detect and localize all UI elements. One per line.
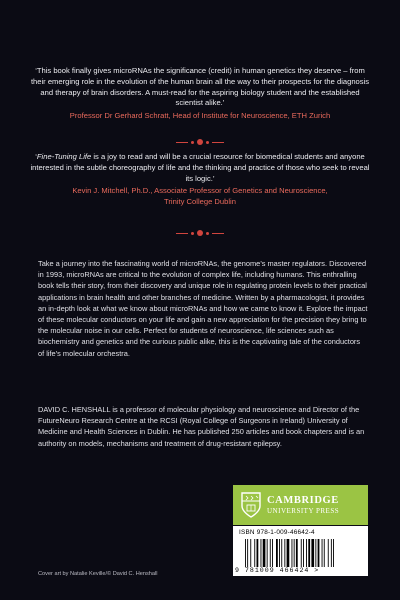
quote-2-attribution-line2: Trinity College Dublin [164, 197, 236, 207]
endorsement-quote-1 [30, 66, 370, 122]
barcode-bar [276, 539, 278, 567]
barcode-bar [294, 539, 295, 567]
barcode-bar [257, 539, 259, 567]
barcode-bar [261, 539, 262, 567]
barcode-bar [308, 539, 310, 567]
barcode-bar [333, 539, 334, 567]
barcode-bar [306, 539, 307, 567]
barcode-bar [328, 539, 329, 567]
barcode-bar [272, 539, 273, 567]
publisher-logo [233, 485, 368, 525]
endorsement-quote-2: ‘Fine-Tuning Life is a joy to read and will be a crucial resource for biomedical students and anyone interested in the subtle choreography of life and the thinking and practice of those who seek to reveal its logic.’ Kevin J. Mitchell, Ph.D., Associate Professor of Genetics and Neuroscience, Trinity College Dublin [30, 152, 370, 207]
barcode-bar [311, 539, 314, 567]
quote-2-attribution-line1: Kevin J. Mitchell, Ph.D., Associate Professor of Genetics and Neuroscience, [72, 186, 328, 196]
barcode-bar [318, 539, 320, 567]
book-description: Take a journey into the fascinating world of microRNAs, the genome’s master regulators. Discovered in 1993, microRNAs are critical to the evolution of complex life, including humans. This enthralling book tells their story, from their discovery and unique role in regulating protein levels to their practical applications in brain health and other branches of medicine. Written by a pharmacologist, it provides an in-depth look at what we know about microRNAs and how we came to know it. Explore the impact of these molecular conductors on your life and gain a new appreciation for the precision they bring to the molecular noise in our cells. Perfect for students of neuroscience, life sciences such as biochemistry and genetics and the curious public alike, this is the captivating tale of the conductors of life’s molecular orchestra. [38, 259, 368, 358]
cambridge-shield-icon [241, 492, 261, 518]
barcode-bar [279, 539, 280, 567]
isbn-barcode [233, 526, 368, 576]
isbn-label: ISBN 978-1-009-46642-4 [239, 529, 315, 536]
barcode-bar [331, 539, 332, 567]
author-biography: DAVID C. HENSHALL is a professor of molecular physiology and neuroscience and Director of the FutureNeuro Research Centre at the RCSI (Royal College of Surgeons in Ireland) University of Medicine and Health Sciences in Dublin. He has published 250 articles and book chapters and is an authority on models, mechanisms and treatment of drug-resistant epilepsy. [38, 405, 365, 448]
barcode-bars [245, 539, 357, 567]
quote-1-text: ‘This book finally gives microRNAs the significance (credit) in human genetics they deserve – from their emerging role in the evolution of the human brain all the way to their prospects for the diagnosis and therapy of brain disorders. A must-read for the aspiring biology student and the established scientist alike.’ [30, 66, 370, 108]
barcode-bar [301, 539, 302, 567]
barcode-bar [322, 539, 323, 567]
barcode-bar [296, 539, 298, 567]
barcode-bar [284, 539, 285, 567]
ornament-divider-2 [170, 229, 230, 237]
barcode-bar [245, 539, 246, 567]
publisher-name-line2: UNIVERSITY PRESS [267, 506, 340, 515]
barcode-bar [281, 539, 282, 567]
barcode-bar [287, 539, 290, 567]
publisher-name-line1: CAMBRIDGE [267, 494, 339, 506]
quote-2-book-title: Fine-Tuning Life [36, 152, 92, 161]
barcode-bar [247, 539, 248, 567]
barcode-bar [315, 539, 316, 567]
quote-1-attribution: Professor Dr Gerhard Schratt, Head of Institute for Neuroscience, ETH Zurich [69, 111, 331, 121]
barcode-bar [250, 539, 251, 567]
quote-2-text: is a joy to read and will be a crucial resource for biomedical students and anyone interested in the subtle choreography of life and the thinking and practice of those who seek to reveal its logic.’ [30, 152, 370, 183]
barcode-bar [254, 539, 255, 567]
barcode-bar [267, 539, 268, 567]
ean-digits: 9 781009 466424 > [235, 567, 320, 574]
barcode-bar [292, 539, 293, 567]
barcode-bar [324, 539, 325, 567]
cover-art-credit: Cover art by Natalie Keville/© David C. Henshall [38, 571, 158, 577]
barcode-bar [270, 539, 271, 567]
barcode-bar [303, 539, 304, 567]
ornament-divider-1 [170, 138, 230, 146]
barcode-bar [263, 539, 266, 567]
